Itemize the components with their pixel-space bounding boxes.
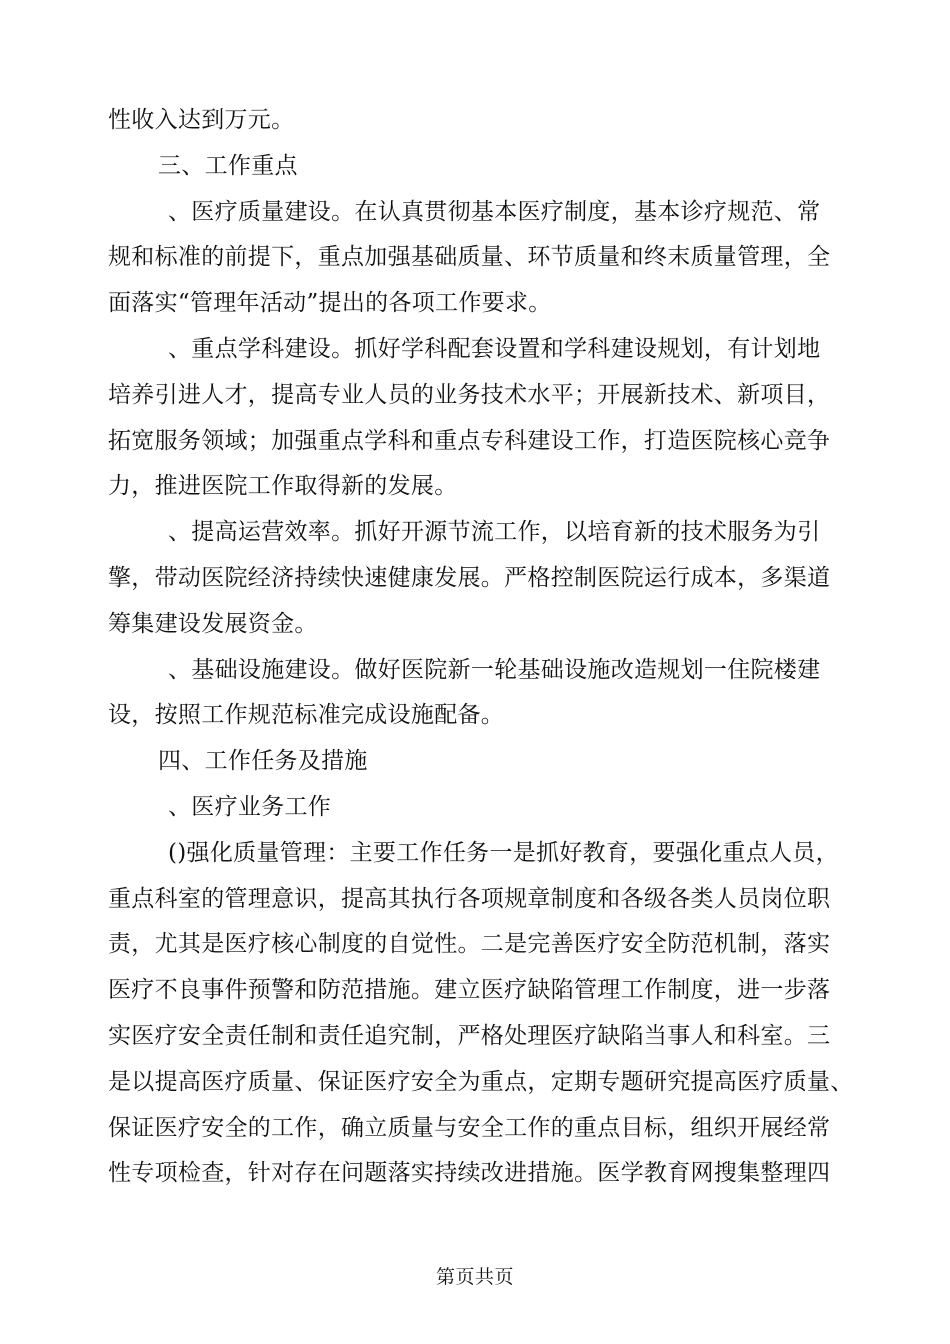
text-line: 实医疗安全责任制和责任追究制，严格处理医疗缺陷当事人和科室。三	[108, 1022, 831, 1049]
paragraph-start: 、提高运营效率。抓好开源节流工作，以培育新的技术服务为引	[168, 519, 821, 546]
text-line: 性收入达到万元。	[108, 107, 295, 133]
subsection-heading: 、医疗业务工作	[168, 793, 332, 820]
text-line: 规和标准的前提下，重点加强基础质量、环节质量和终末质量管理，全	[108, 244, 831, 271]
paragraph-start: 、基础设施建设。做好医院新一轮基础设施改造规划一住院楼建	[168, 656, 821, 683]
text-line: 是以提高医疗质量、保证医疗安全为重点，定期专题研究提高医疗质量、	[108, 1068, 854, 1095]
page-footer: 第页共页	[435, 1266, 514, 1288]
paragraph-start: 、医疗质量建设。在认真贯彻基本医疗制度，基本诊疗规范、常	[168, 198, 821, 225]
text-line: 筹集建设发展资金。	[108, 610, 318, 637]
text-line: 重点科室的管理意识，提高其执行各项规章制度和各级各类人员岗位职	[108, 885, 831, 912]
text-line: 拓宽服务领域；加强重点学科和重点专科建设工作，打造医院核心竞争	[108, 427, 831, 454]
text-line: 责，尤其是医疗核心制度的自觉性。二是完善医疗安全防范机制，落实	[108, 931, 831, 958]
text-line: 保证医疗安全的工作，确立质量与安全工作的重点目标，组织开展经常	[108, 1114, 831, 1141]
section-heading: 四、工作任务及措施	[158, 748, 368, 775]
text-line: 性专项检查，针对存在问题落实持续改进措施。医学教育网搜集整理四	[108, 1160, 831, 1187]
text-line: 擎，带动医院经济持续快速健康发展。严格控制医院运行成本，多渠道	[108, 564, 831, 591]
text-line: 培养引进人才，提高专业人员的业务技术水平；开展新技术、新项目，	[108, 381, 831, 408]
text-line: 力，推进医院工作取得新的发展。	[108, 473, 458, 500]
document-body	[108, 98, 854, 1197]
paragraph-start: ()强化质量管理：主要工作任务一是抓好教育，要强化重点人员，	[168, 839, 839, 866]
text-line: 设，按照工作规范标准完成设施配备。	[108, 702, 505, 729]
section-heading: 三、工作重点	[158, 152, 298, 179]
paragraph-start: 、重点学科建设。抓好学科配套设置和学科建设规划，有计划地	[168, 335, 821, 362]
text-line: 医疗不良事件预警和防范措施。建立医疗缺陷管理工作制度，进一步落	[108, 977, 831, 1004]
text-line: 面落实“管理年活动”提出的各项工作要求。	[108, 290, 552, 317]
